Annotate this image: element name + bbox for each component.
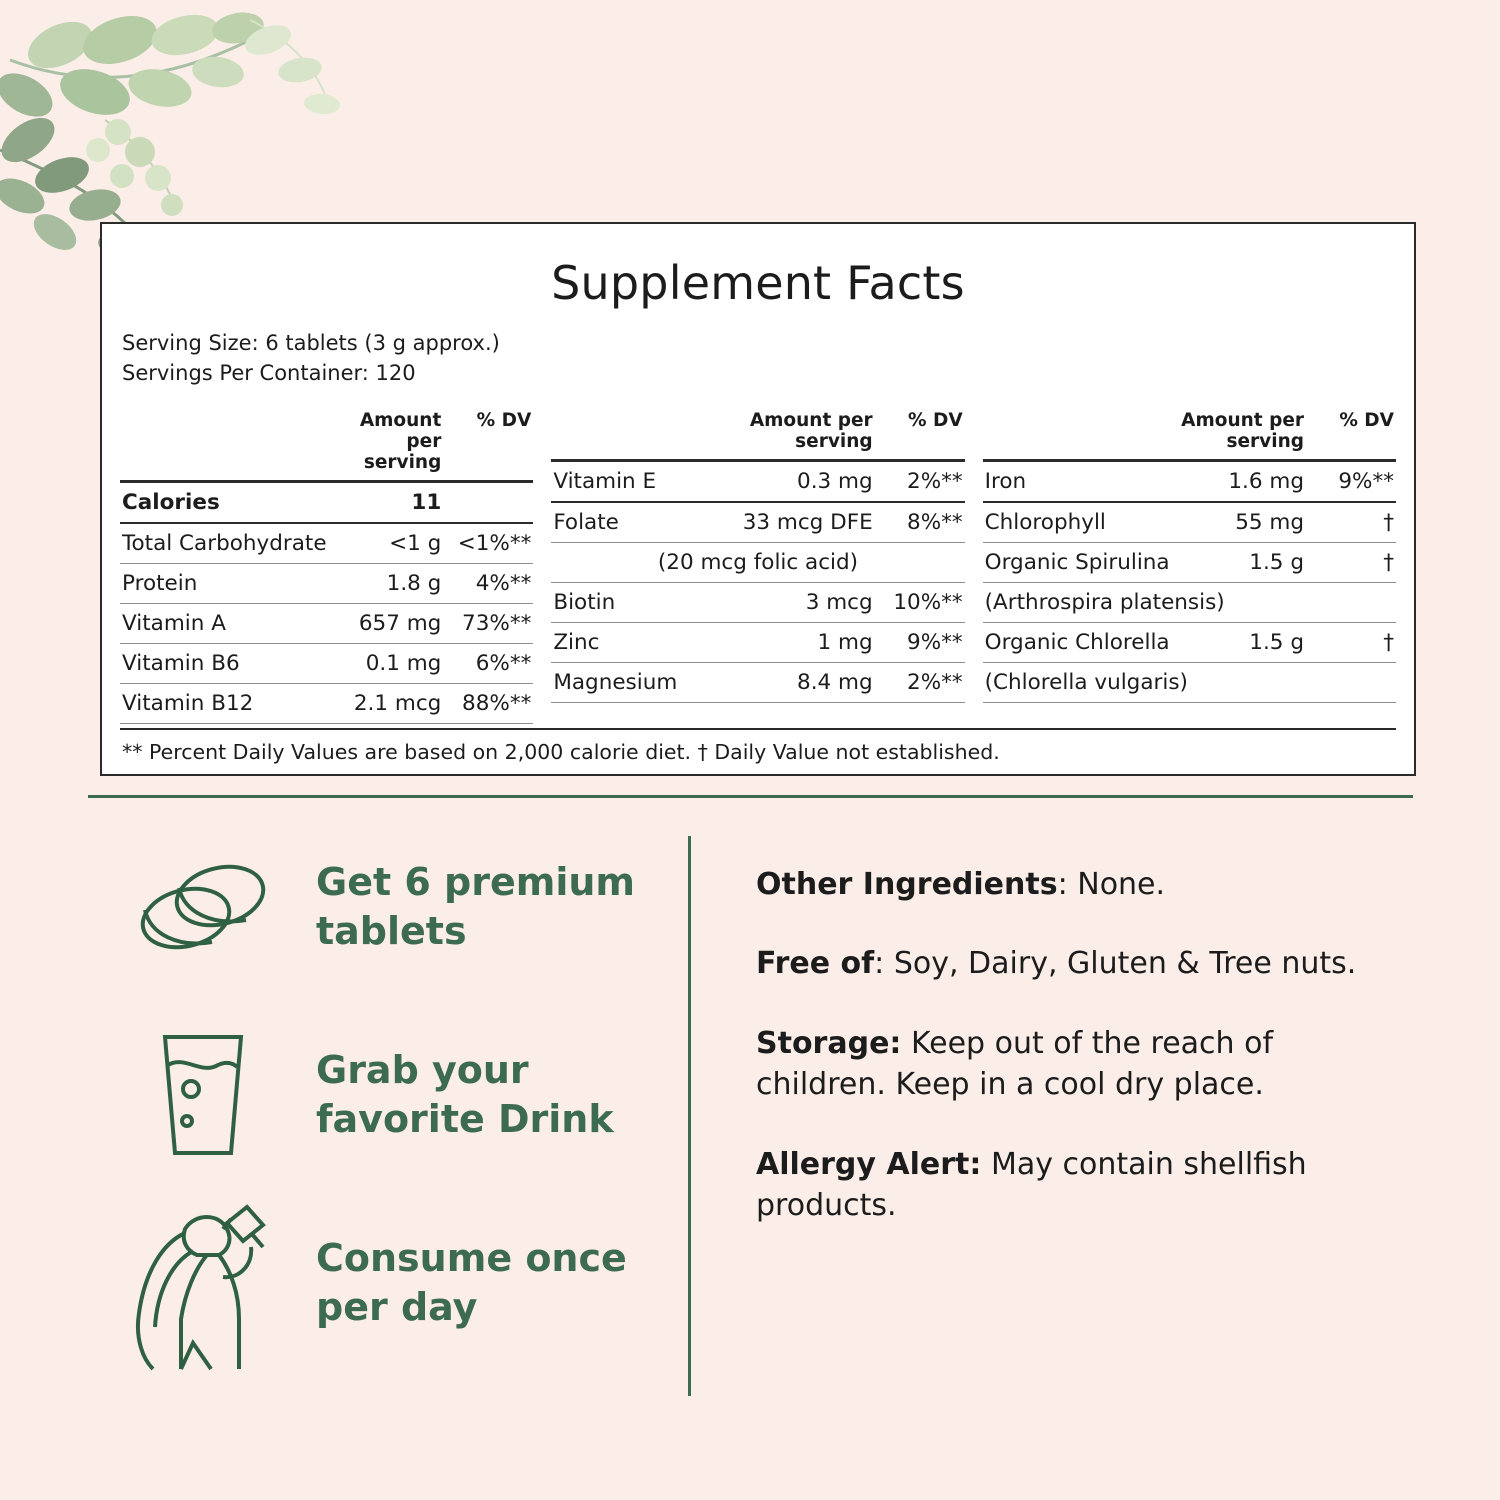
nutrient-dv: † [1306,502,1396,543]
header-spacer [120,403,329,482]
nutrient-subnote: (20 mcg folic acid) [551,542,964,582]
table-row [983,502,1396,543]
serving-size: Serving Size: 6 tablets (3 g approx.) [122,331,500,355]
table-row [983,662,1396,702]
page-title: Supplement Facts [551,256,965,310]
table-header-row [120,403,533,482]
free-of-body: Soy, Dairy, Gluten & Tree nuts. [893,946,1357,982]
nutrient-name: Organic Spirulina [983,542,1172,582]
nutrient-name: Calories [120,481,329,523]
nutrient-dv: <1%** [443,523,533,564]
nutrient-amount: 1.5 g [1172,622,1306,662]
allergy-alert-heading: Allergy Alert: [756,1146,982,1182]
nutrition-table-3 [983,403,1396,703]
person-drinking-icon [118,1208,288,1358]
usage-step [118,832,688,982]
nutrition-column-2 [551,403,964,724]
nutrient-name: Protein [120,563,329,603]
free-of-paragraph [756,943,1396,984]
table-row [983,582,1396,622]
servings-per-container: Servings Per Container: 120 [122,361,416,386]
nutrient-name: Organic Chlorella [983,622,1172,662]
table-row [983,622,1396,662]
other-ingredients-separator: : [1057,867,1078,902]
nutrient-amount: 2.1 mcg [329,683,444,723]
allergy-alert-body: May contain shellfish products. [756,1146,1307,1223]
table-row [551,662,964,702]
table-row [983,460,1396,502]
nutrient-amount: 1 mg [679,622,874,662]
table-header-row [983,403,1396,461]
nutrient-amount: 33 mcg DFE [679,502,874,543]
nutrient-dv: 2%** [875,460,965,502]
nutrient-amount: 55 mg [1172,502,1306,543]
section-divider-horizontal [88,795,1413,798]
usage-step-label: Consume once per day [316,1236,627,1329]
table-row [120,481,533,523]
table-row [551,542,964,582]
table-row [120,643,533,683]
nutrient-dv [443,481,533,523]
header-dv: % DV [875,403,965,461]
nutrient-dv: 88%** [443,683,533,723]
nutrition-table-2 [551,403,964,703]
nutrient-amount: 0.3 mg [679,460,874,502]
nutrient-dv: 2%** [875,662,965,702]
nutrient-name: Magnesium [551,662,679,702]
nutrient-subnote: (Arthrospira platensis) [983,582,1396,622]
table-row [983,542,1396,582]
usage-steps [88,832,688,1396]
nutrient-name: Vitamin B12 [120,683,329,723]
usage-and-info-section [88,795,1413,1396]
nutrient-amount: 1.8 g [329,563,444,603]
usage-step [118,1020,688,1170]
glass-of-water-icon [118,1020,288,1170]
nutrient-dv: † [1306,622,1396,662]
nutrient-amount: 657 mg [329,603,444,643]
table-header-row [551,403,964,461]
free-of-heading: Free of [756,946,875,982]
header-dv: % DV [1306,403,1396,461]
nutrient-amount: 11 [329,481,444,523]
nutrient-name: Total Carbohydrate [120,523,329,564]
table-row [120,563,533,603]
usage-step-label: Get 6 premium tablets [316,860,636,953]
nutrient-name: Chlorophyll [983,502,1172,543]
allergy-alert-separator [981,1147,991,1182]
allergy-alert-paragraph [756,1144,1396,1227]
nutrient-amount: 3 mcg [679,582,874,622]
header-amount: Amount per serving [679,403,874,461]
nutrient-dv: 9%** [1306,460,1396,502]
tablets-icon [118,832,288,982]
header-dv: % DV [443,403,533,482]
nutrient-dv: 6%** [443,643,533,683]
nutrient-amount: <1 g [329,523,444,564]
table-row [120,523,533,564]
nutrient-name: Vitamin E [551,460,679,502]
nutrition-table-1 [120,403,533,724]
header-spacer [983,403,1172,461]
nutrient-dv: 4%** [443,563,533,603]
section-divider-vertical [688,836,691,1396]
nutrient-amount: 0.1 mg [329,643,444,683]
nutrient-dv: 10%** [875,582,965,622]
nutrient-dv: 9%** [875,622,965,662]
daily-value-footnote: ** Percent Daily Values are based on 2,000 calorie diet. † Daily Value not established. [120,728,1396,764]
header-amount: Amount per serving [1172,403,1306,461]
other-ingredients-heading: Other Ingredients [756,867,1058,902]
nutrient-dv: 73%** [443,603,533,643]
table-row [120,683,533,723]
product-info [688,832,1396,1396]
nutrition-column-1 [120,403,533,724]
table-row [551,622,964,662]
storage-heading: Storage: [756,1025,902,1061]
nutrient-dv: † [1306,542,1396,582]
header-spacer [551,403,679,461]
free-of-separator: : [874,946,894,982]
nutrient-name: Vitamin B6 [120,643,329,683]
nutrient-amount: 8.4 mg [679,662,874,702]
table-row [551,460,964,502]
usage-step [118,1208,688,1358]
nutrition-column-3 [983,403,1396,724]
storage-separator [901,1026,911,1061]
supplement-facts-panel [100,222,1416,776]
storage-body: Keep out of the reach of children. Keep in a cool dry place. [756,1025,1274,1103]
table-row [551,502,964,543]
nutrient-amount: 1.5 g [1172,542,1306,582]
storage-paragraph [756,1023,1396,1106]
nutrition-columns [120,403,1396,724]
nutrient-name: Zinc [551,622,679,662]
header-amount: Amount per serving [329,403,444,482]
other-ingredients-body: None. [1077,867,1166,902]
table-row [120,603,533,643]
table-row [551,582,964,622]
usage-step-label: Grab your favorite Drink [316,1048,614,1141]
nutrient-name: Biotin [551,582,679,622]
nutrient-name: Vitamin A [120,603,329,643]
nutrient-name: Folate [551,502,679,543]
nutrient-amount: 1.6 mg [1172,460,1306,502]
nutrient-dv: 8%** [875,502,965,543]
nutrient-name: Iron [983,460,1172,502]
other-ingredients-paragraph [756,864,1396,905]
nutrient-subnote: (Chlorella vulgaris) [983,662,1396,702]
